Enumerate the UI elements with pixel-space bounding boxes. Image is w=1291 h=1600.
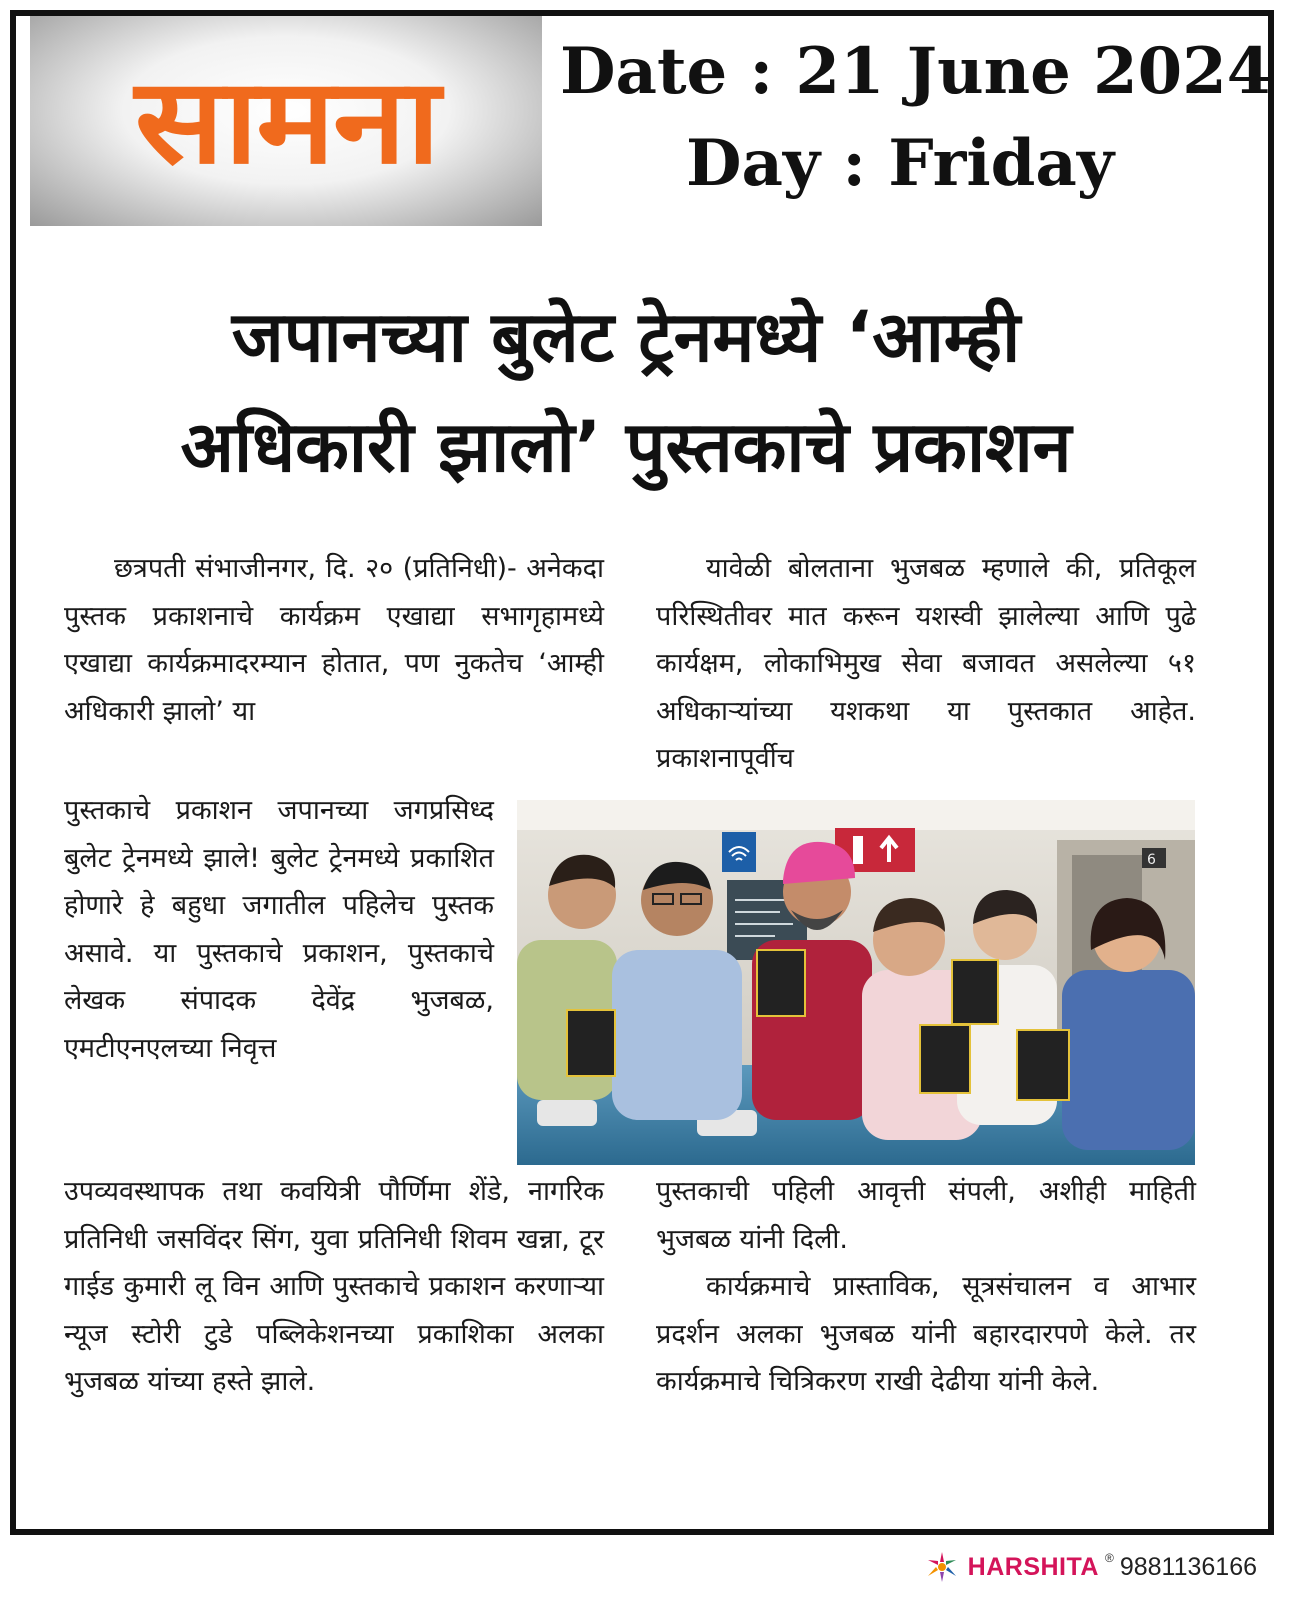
footer-credit [922,1545,1257,1589]
day-line: Day : Friday [685,126,1115,201]
article-paragraph-1-middle: पुस्तकाचे प्रकाशन जपानच्या जगप्रसिध्द बुलेट ट्रेनमध्ये झाले! बुलेट ट्रेनमध्ये प्रकाशित होणारे हे बहुधा जगातील पहिलेच पुस्तक असावे. या पुस्तकाचे प्रकाशन, पुस्तकाचे लेखक संपादक देवेंद्र भुजबळ, एमटीएनएलच्या निवृत्त [64,795,494,1064]
article-paragraph-3: कार्यक्रमाचे प्रास्ताविक, सूत्रसंचालन व आभार प्रदर्शन अलका भुजबळ यांनी बहारदारपणे केले. तर कार्यक्रमाचे चित्रिकरण राखी देढीया यांनी केले. [656,1271,1196,1397]
seat-handle-left [537,1100,597,1126]
article-headline [30,282,1222,502]
news-photo-bullet-train-book-launch [517,800,1195,1165]
photo-illustration [517,800,1195,1165]
article-column-left-bottom [64,1168,604,1406]
headline-line-2: अधिकारी झालो’ पुस्तकाचे प्रकाशन [180,406,1072,488]
newspaper-masthead [30,16,542,226]
date-block [560,26,1272,210]
article-paragraph-2-end: पुस्तकाची पहिली आवृत्ती संपली, अशीही माहिती भुजबळ यांनी दिली. [656,1176,1196,1255]
car-number: 6 [1147,852,1156,868]
article-column-left-middle [64,787,494,1072]
headline-line-1: जपानच्या बुलेट ट्रेनमध्ये ‘आम्ही [231,296,1021,378]
article-paragraph-2-start: यावेळी बोलताना भुजबळ म्हणाले की, प्रतिकूल परिस्थितीवर मात करून यशस्वी झालेल्या आणि पुढे कार्यक्षम, लोकाभिमुख सेवा बजावत असलेल्या ५१ अधिकाऱ्यांच्या यशकथा या पुस्तकात आहेत. प्रकाशनापूर्वीच [656,553,1196,774]
masthead-logo-text: सामना [134,52,438,190]
footer-registered-mark: ® [1104,1551,1114,1565]
harshita-flower-icon [922,1550,962,1584]
date-line: Date : 21 June 2024 [560,34,1272,109]
footer-brand: HARSHITA [967,1552,1099,1581]
article-column-right-top [656,545,1196,783]
article-column-right-bottom [656,1168,1196,1406]
article-column-left-top [64,545,604,735]
article-paragraph-1-start: छत्रपती संभाजीनगर, दि. २० (प्रतिनिधी)- अनेकदा पुस्तक प्रकाशनाचे कार्यक्रम एखाद्या सभागृहामध्ये एखाद्या कार्यक्रमादरम्यान होतात, पण नुकतेच ‘आम्ही अधिकारी झालो’ या [64,553,604,727]
footer-phone: 9881136166 [1119,1552,1257,1581]
article-paragraph-1-end: उपव्यवस्थापक तथा कवयित्री पौर्णिमा शेंडे, नागरिक प्रतिनिधी जसविंदर सिंग, युवा प्रतिनिधी शिवम खन्ना, टूर गाईड कुमारी लू विन आणि पुस्तकाचे प्रकाशन करणाऱ्या न्यूज स्टोरी टुडे पब्लिकेशनच्या प्रकाशिका अलका भुजबळ यांच्या हस्ते झाले. [64,1176,604,1397]
train-ceiling [517,800,1195,830]
